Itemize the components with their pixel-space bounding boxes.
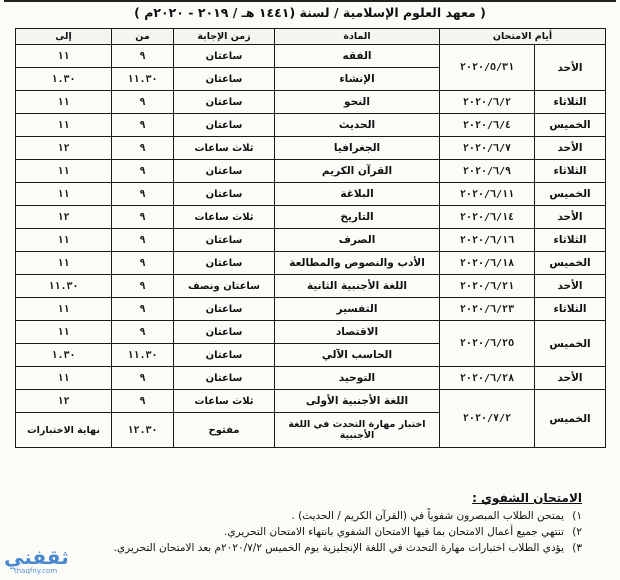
list-item (12, 524, 582, 540)
subject-cell: اللغة الأجنبية الثانية (275, 275, 440, 298)
date-cell: ٢٠٢٠/٦/٢١ (440, 275, 535, 298)
to-cell: ١١ (16, 252, 112, 275)
day-cell: الثلاثاء (535, 91, 606, 114)
header-duration: زمن الإجابة (174, 29, 275, 45)
duration-cell: ساعتان (174, 183, 275, 206)
subject-cell: الصرف (275, 229, 440, 252)
duration-cell: ساعتان (174, 321, 275, 344)
to-cell: نهاية الاختبارات (16, 413, 112, 448)
day-cell: الأحد (535, 275, 606, 298)
table-row (16, 275, 606, 298)
day-cell: الخميس (535, 252, 606, 275)
to-cell: ١.٣٠ (16, 68, 112, 91)
day-cell: الثلاثاء (535, 160, 606, 183)
note-text: يؤدي الطلاب اختبارات مهارة التحدث في اللغة الإنجليزية يوم الخميس ٢٠٢٠/٧/٢م بعد الامتحان التحريري. (113, 542, 564, 554)
from-cell: ٩ (112, 183, 174, 206)
date-cell: ٢٠٢٠/٦/٢٨ (440, 367, 535, 390)
date-cell: ٢٠٢٠/٦/٢ (440, 91, 535, 114)
subject-cell: الأدب والنصوص والمطالعة (275, 252, 440, 275)
to-cell: ١١ (16, 183, 112, 206)
date-cell: ٢٠٢٠/٥/٣١ (440, 45, 535, 91)
from-cell: ٩ (112, 45, 174, 68)
from-cell: ٩ (112, 390, 174, 413)
date-cell: ٢٠٢٠/٦/٧ (440, 137, 535, 160)
subject-cell: القرآن الكريم (275, 160, 440, 183)
subject-cell: اختبار مهارة التحدث في اللغة الأجنبية (275, 413, 440, 448)
table-row (16, 91, 606, 114)
duration-cell: ثلاث ساعات (174, 390, 275, 413)
from-cell: ١٢.٣٠ (112, 413, 174, 448)
date-cell: ٢٠٢٠/٧/٢ (440, 390, 535, 448)
table-row (16, 390, 606, 413)
day-cell: الأحد (535, 45, 606, 91)
duration-cell: ساعتان (174, 252, 275, 275)
note-number: ٣) (572, 542, 582, 554)
from-cell: ٩ (112, 137, 174, 160)
to-cell: ١١ (16, 229, 112, 252)
date-cell: ٢٠٢٠/٦/١٦ (440, 229, 535, 252)
duration-cell: ساعتان (174, 344, 275, 367)
date-cell: ٢٠٢٠/٦/٩ (440, 160, 535, 183)
from-cell: ٩ (112, 367, 174, 390)
to-cell: ١٢ (16, 206, 112, 229)
header-to: إلى (16, 29, 112, 45)
date-cell: ٢٠٢٠/٦/٢٣ (440, 298, 535, 321)
day-cell: الخميس (535, 183, 606, 206)
subject-cell: النحو (275, 91, 440, 114)
table-row (16, 252, 606, 275)
duration-cell: ثلاث ساعات (174, 137, 275, 160)
subject-cell: الاقتصاد (275, 321, 440, 344)
day-cell: الثلاثاء (535, 229, 606, 252)
header-from: من (112, 29, 174, 45)
date-cell: ٢٠٢٠/٦/٢٥ (440, 321, 535, 367)
to-cell: ١١ (16, 160, 112, 183)
header-row (16, 29, 606, 45)
to-cell: ١٢ (16, 390, 112, 413)
from-cell: ١١.٣٠ (112, 344, 174, 367)
from-cell: ٩ (112, 298, 174, 321)
to-cell: ١١ (16, 91, 112, 114)
list-item (12, 540, 582, 556)
date-cell: ٢٠٢٠/٦/١٨ (440, 252, 535, 275)
day-cell: الأحد (535, 137, 606, 160)
day-cell: الأحد (535, 206, 606, 229)
table-row (16, 137, 606, 160)
from-cell: ٩ (112, 321, 174, 344)
day-cell: الخميس (535, 390, 606, 448)
exam-schedule-table (15, 28, 606, 448)
duration-cell: ساعتان (174, 160, 275, 183)
duration-cell: ساعتان ونصف (174, 275, 275, 298)
note-number: ١) (572, 510, 582, 522)
to-cell: ١٢ (16, 137, 112, 160)
subject-cell: الجغرافيا (275, 137, 440, 160)
table-row (16, 206, 606, 229)
from-cell: ٩ (112, 206, 174, 229)
to-cell: ١١ (16, 45, 112, 68)
table-row (16, 298, 606, 321)
to-cell: ١١ (16, 367, 112, 390)
table-row (16, 114, 606, 137)
from-cell: ٩ (112, 160, 174, 183)
table-row (16, 160, 606, 183)
table-row (16, 321, 606, 344)
watermark-logo: ثقفني (4, 545, 69, 569)
document-title: ( معهد العلوم الإسلامية / لسنة (١٤٤١ هـ / ٢٠١٩ - ٢٠٢٠م ) (134, 5, 486, 20)
from-cell: ١١.٣٠ (112, 68, 174, 91)
note-number: ٢) (572, 526, 582, 538)
table-row (16, 45, 606, 68)
to-cell: ١١ (16, 298, 112, 321)
subject-cell: الحديث (275, 114, 440, 137)
day-cell: الخميس (535, 114, 606, 137)
oral-exam-notes (12, 508, 582, 556)
subject-cell: التفسير (275, 298, 440, 321)
from-cell: ٩ (112, 252, 174, 275)
to-cell: ١١ (16, 114, 112, 137)
subject-cell: الفقه (275, 45, 440, 68)
duration-cell: ساعتان (174, 114, 275, 137)
subject-cell: اللغة الأجنبية الأولى (275, 390, 440, 413)
to-cell: ١.٣٠ (16, 344, 112, 367)
header-days: أيام الامتحان (440, 29, 606, 45)
oral-exam-heading: الامتحان الشفوي : (472, 491, 582, 505)
duration-cell: ساعتان (174, 45, 275, 68)
date-cell: ٢٠٢٠/٦/٤ (440, 114, 535, 137)
duration-cell: مفتوح (174, 413, 275, 448)
table-row (16, 183, 606, 206)
duration-cell: ساعتان (174, 68, 275, 91)
watermark-url: thaqfny.com (14, 567, 58, 575)
table-row (16, 367, 606, 390)
date-cell: ٢٠٢٠/٦/١٤ (440, 206, 535, 229)
from-cell: ٩ (112, 91, 174, 114)
duration-cell: ثلاث ساعات (174, 206, 275, 229)
date-cell: ٢٠٢٠/٦/١١ (440, 183, 535, 206)
to-cell: ١١.٣٠ (16, 275, 112, 298)
to-cell: ١١ (16, 321, 112, 344)
header-subject: المادة (275, 29, 440, 45)
day-cell: الأحد (535, 367, 606, 390)
list-item (12, 508, 582, 524)
subject-cell: الإنشاء (275, 68, 440, 91)
note-text: تنتهي جميع أعمال الامتحان بما فيها الامتحان الشفوي بانتهاء الامتحان التحريري. (224, 526, 564, 538)
duration-cell: ساعتان (174, 91, 275, 114)
from-cell: ٩ (112, 275, 174, 298)
subject-cell: البلاغة (275, 183, 440, 206)
subject-cell: التاريخ (275, 206, 440, 229)
day-cell: الخميس (535, 321, 606, 367)
table-row (16, 229, 606, 252)
from-cell: ٩ (112, 229, 174, 252)
subject-cell: التوحيد (275, 367, 440, 390)
day-cell: الثلاثاء (535, 298, 606, 321)
duration-cell: ساعتان (174, 367, 275, 390)
subject-cell: الحاسب الآلي (275, 344, 440, 367)
duration-cell: ساعتان (174, 298, 275, 321)
duration-cell: ساعتان (174, 229, 275, 252)
from-cell: ٩ (112, 114, 174, 137)
note-text: يمتحن الطلاب المبصرون شفوياً في (القرآن الكريم / الحديث) . (291, 510, 564, 522)
